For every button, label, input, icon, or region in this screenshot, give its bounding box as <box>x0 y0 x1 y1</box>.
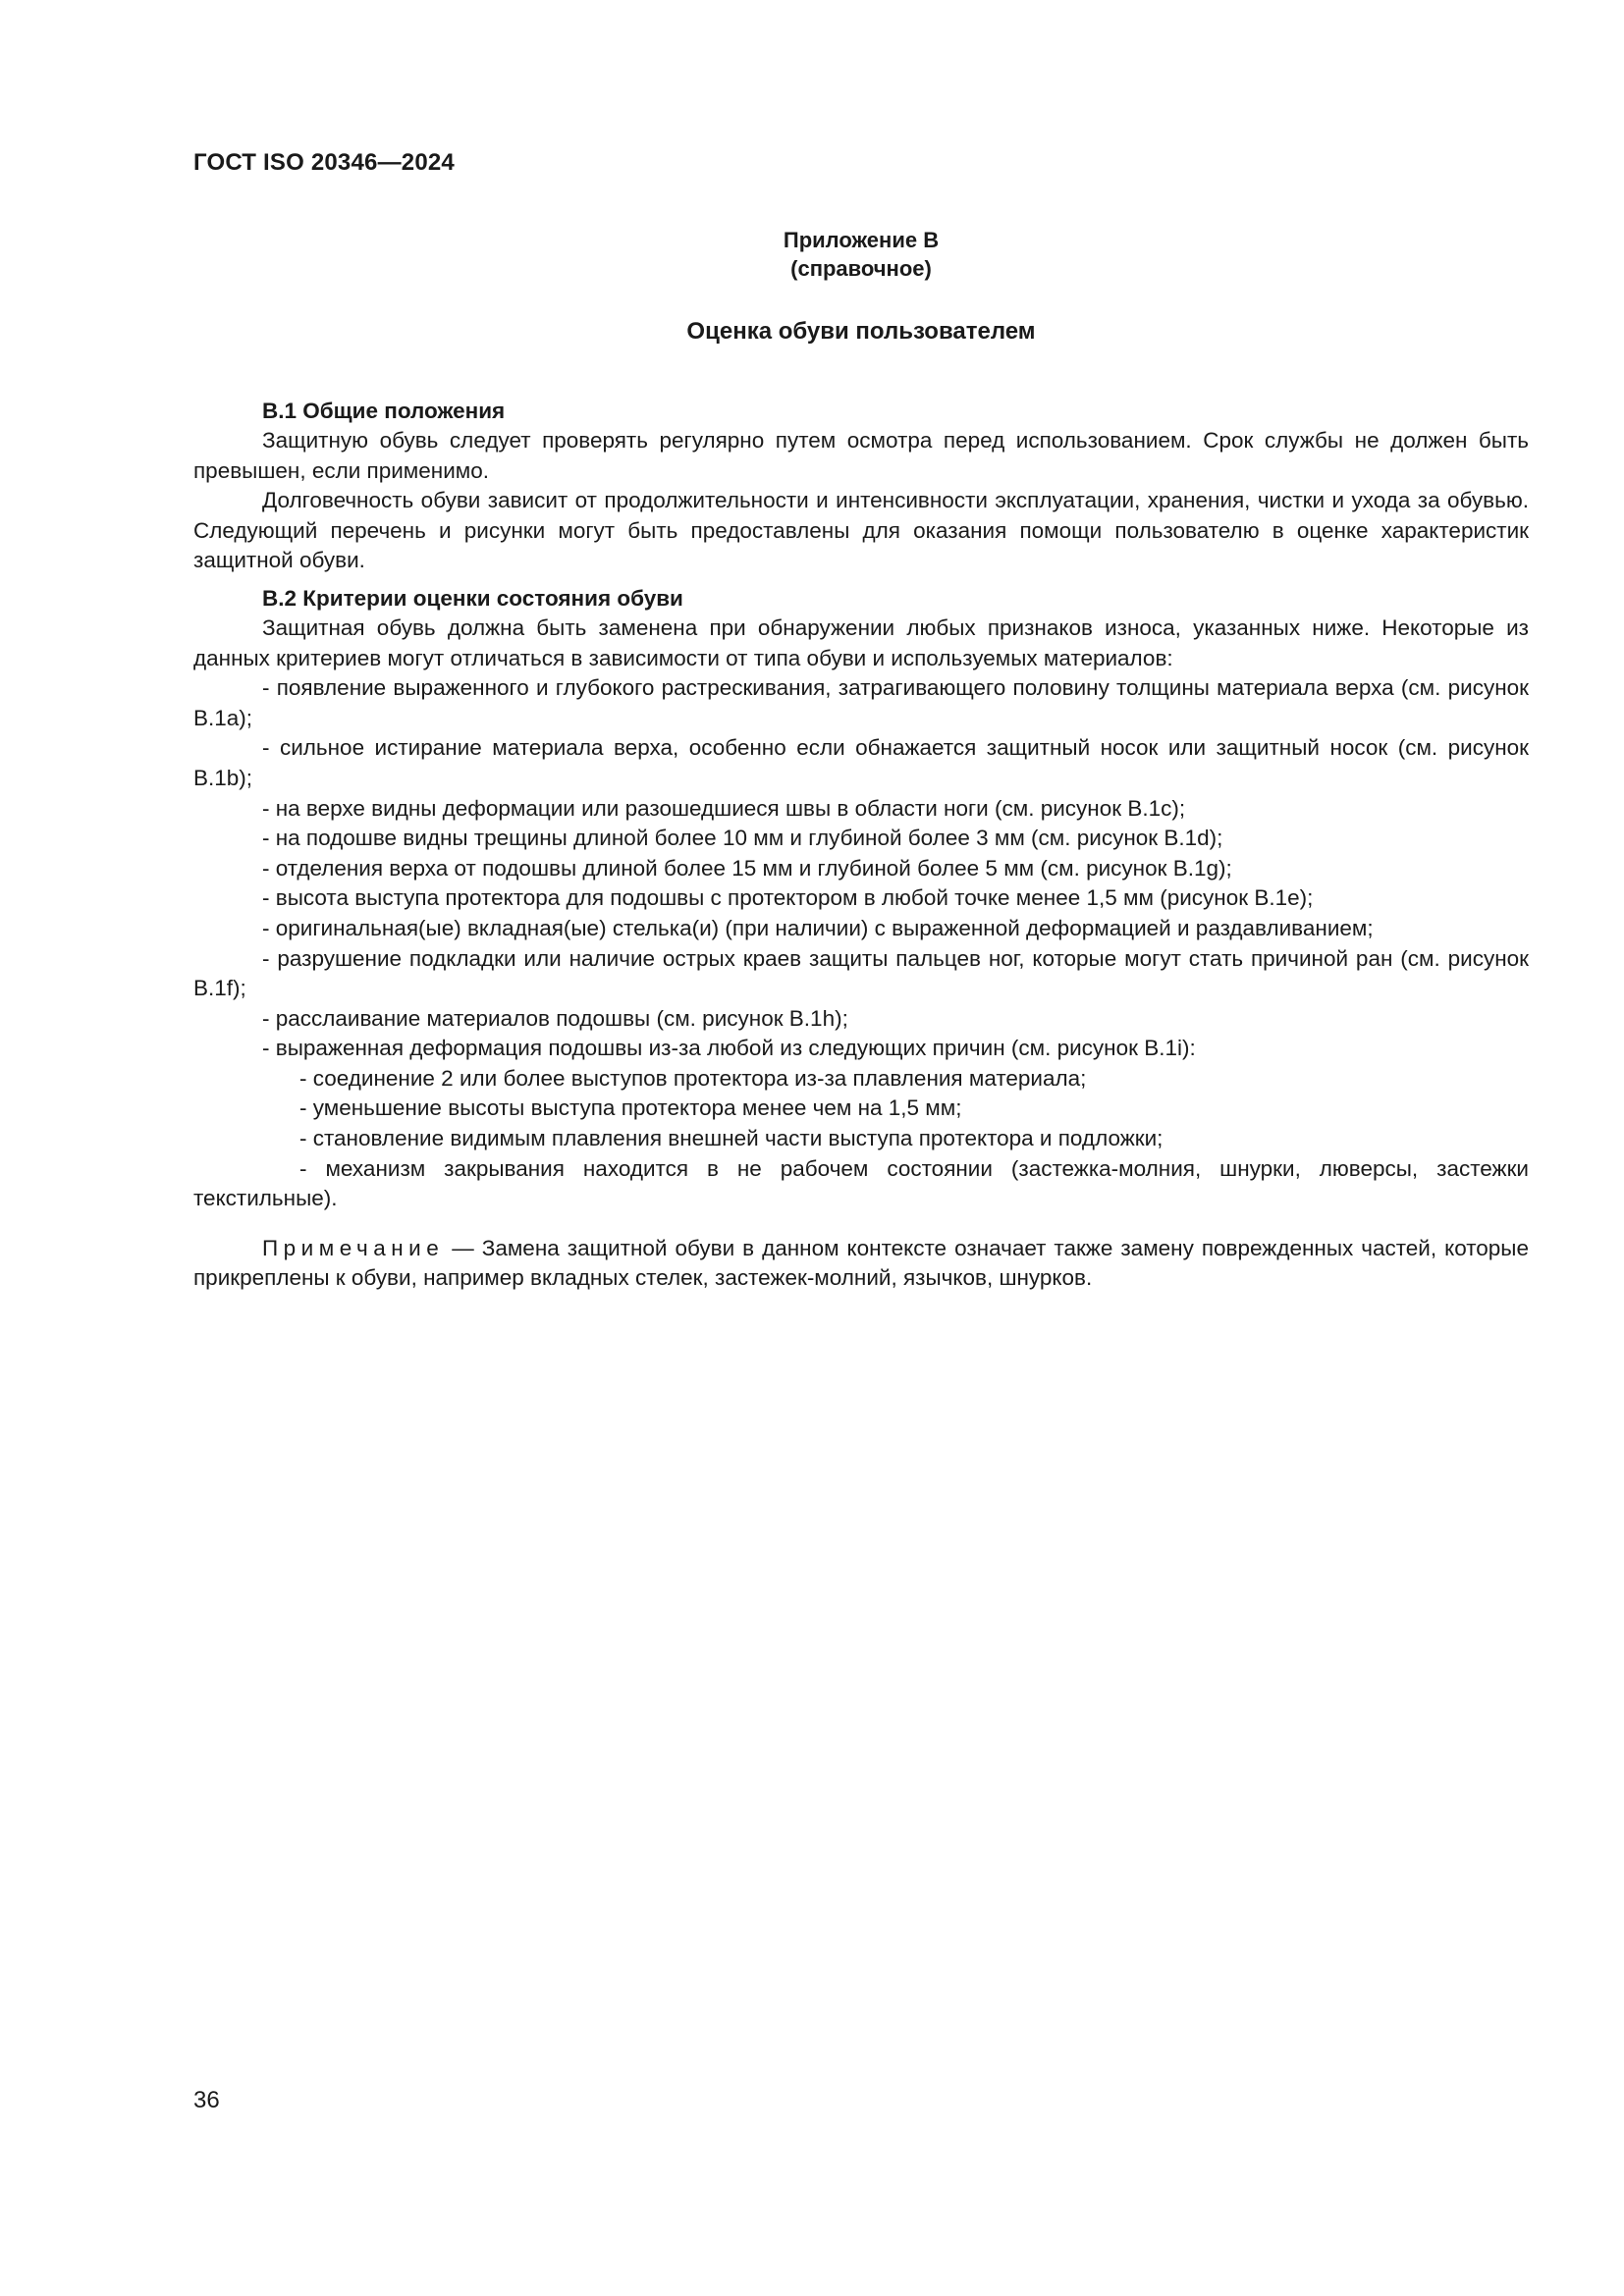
list-item: - сильное истирание материала верха, особенно если обнажается защитный носок или защитный носок (см. рисунок В.1b); <box>193 735 1529 790</box>
list-item: - на подошве видны трещины длиной более 10 мм и глубиной более 3 мм (см. рисунок В.1d); <box>262 826 1223 851</box>
note-label: Примечание <box>262 1235 445 1260</box>
paragraph: Защитная обувь должна быть заменена при обнаружении любых признаков износа, указанных ниже. Некоторые из данных критериев могут отличаться в зависимости от типа обуви и используемых материалов: <box>193 614 1529 670</box>
document-body <box>193 397 1529 1294</box>
paragraph: Долговечность обуви зависит от продолжительности и интенсивности эксплуатации, хранения, чистки и ухода за обувью. Следующий перечень и рисунки могут быть предоставлены для оказания помощи пользователю в оценке характеристик защитной обуви. <box>193 488 1529 573</box>
note-paragraph <box>193 1234 1529 1294</box>
list-item: - оригинальная(ые) вкладная(ые) стелька(и) (при наличии) с выраженной деформацией и раздавливанием; <box>262 915 1374 940</box>
appendix-heading <box>193 226 1529 283</box>
sub-list-item: - соединение 2 или более выступов протектора из-за плавления материала; <box>299 1065 1087 1091</box>
section-heading-b1: В.1 Общие положения <box>262 399 506 423</box>
sub-list-item: - становление видимым плавления внешней части выступа протектора и подложки; <box>299 1126 1164 1151</box>
list-item: - на верхе видны деформации или разошедшиеся швы в области ноги (см. рисунок В.1c); <box>262 795 1186 821</box>
list-item: - расслаивание материалов подошвы (см. рисунок В.1h); <box>262 1005 848 1031</box>
paragraph: Защитную обувь следует проверять регулярно путем осмотра перед использованием. Срок службы не должен быть превышен, если применимо. <box>193 428 1529 483</box>
sub-list-item: - уменьшение высоты выступа протектора менее чем на 1,5 мм; <box>299 1095 962 1121</box>
page-title: Оценка обуви пользователем <box>686 318 1036 345</box>
appendix-label: Приложение В <box>783 228 940 252</box>
list-item: - высота выступа протектора для подошвы с протектором в любой точке менее 1,5 мм (рисунок В.1e); <box>262 885 1314 911</box>
sub-list-item: - механизм закрывания находится в не рабочем состоянии (застежка-молния, шнурки, люверсы, застежки текстильные). <box>193 1155 1529 1211</box>
section-heading-b2: В.2 Критерии оценки состояния обуви <box>262 585 683 611</box>
document-code-header: ГОСТ ISO 20346—2024 <box>193 149 455 176</box>
note-text: — Замена защитной обуви в данном контексте означает также замену поврежденных частей, которые прикреплены к обуви, например вкладных стелек, застежек-молний, язычков, шнурков. <box>193 1235 1529 1291</box>
list-item: - разрушение подкладки или наличие острых краев защиты пальцев ног, которые могут стать причиной ран (см. рисунок В.1f); <box>193 945 1529 1001</box>
appendix-type: (справочное) <box>790 256 932 281</box>
list-item: - выраженная деформация подошвы из-за любой из следующих причин (см. рисунок В.1i): <box>262 1036 1196 1061</box>
list-item: - отделения верха от подошвы длиной более 15 мм и глубиной более 5 мм (см. рисунок В.1g); <box>262 855 1232 881</box>
page-number: 36 <box>193 2087 220 2113</box>
list-item: - появление выраженного и глубокого растрескивания, затрагивающего половину толщины материала верха (см. рисунок В.1a); <box>193 675 1529 730</box>
